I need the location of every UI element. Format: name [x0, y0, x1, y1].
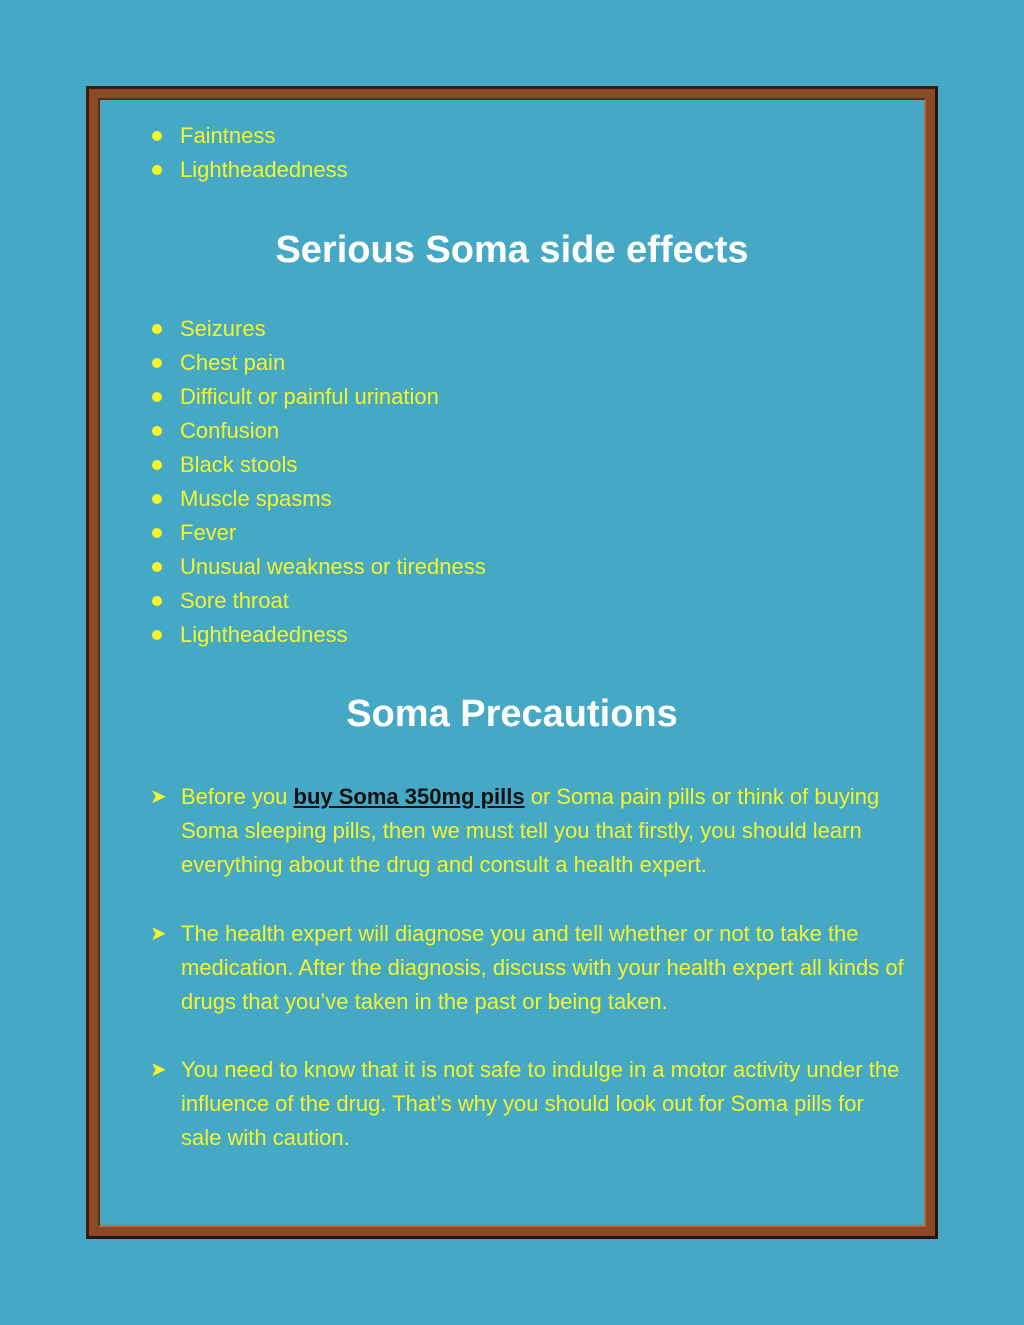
bullet-dot-icon — [152, 324, 162, 334]
precautions-heading: Soma Precautions — [346, 693, 678, 735]
list-item-label: Muscle spasms — [180, 486, 332, 511]
bullet-dot-icon — [152, 165, 162, 175]
list-item-label: Chest pain — [180, 350, 286, 375]
precaution-text-before: Before you — [181, 784, 294, 809]
bullet-dot-icon — [152, 562, 162, 572]
bullet-dot-icon — [152, 460, 162, 470]
bullet-dot-icon — [152, 392, 162, 402]
list-item — [150, 448, 486, 482]
list-item — [150, 550, 486, 584]
precaution-text-body: You need to know that it is not safe to indulge in a motor activity under the influence of the drug. That’s why you should look out for Soma pills for sale with caution. — [181, 1057, 900, 1150]
serious-side-effects-list — [150, 312, 486, 652]
precaution-text — [150, 780, 910, 882]
arrow-bullet-icon: ➤ — [150, 923, 167, 945]
list-item — [150, 153, 348, 187]
list-item — [150, 119, 348, 153]
bullet-dot-icon — [152, 131, 162, 141]
list-item-label: Seizures — [180, 316, 266, 341]
list-item-label: Fever — [180, 520, 237, 545]
arrow-bullet-icon: ➤ — [150, 786, 167, 808]
bullet-dot-icon — [152, 630, 162, 640]
precaution-item-3 — [150, 1053, 910, 1155]
list-item — [150, 380, 486, 414]
precaution-item-2 — [150, 917, 910, 1019]
precaution-text — [150, 1053, 910, 1155]
bullet-dot-icon — [152, 426, 162, 436]
bullet-dot-icon — [152, 358, 162, 368]
list-item — [150, 482, 486, 516]
serious-side-effects-heading: Serious Soma side effects — [275, 229, 749, 271]
list-item — [150, 516, 486, 550]
list-item-label: Difficult or painful urination — [180, 384, 439, 409]
list-item — [150, 312, 486, 346]
precaution-text-body: The health expert will diagnose you and tell whether or not to take the medication. After the diagnosis, discuss with your health expert all kinds of drugs that you’ve taken in the past or being taken. — [181, 921, 904, 1014]
bullet-dot-icon — [152, 596, 162, 606]
list-item-label: Confusion — [180, 418, 280, 443]
buy-soma-link[interactable]: buy Soma 350mg pills — [293, 784, 525, 809]
list-item-label: Lightheadedness — [180, 622, 348, 647]
precaution-item-1 — [150, 780, 910, 882]
bullet-dot-icon — [152, 528, 162, 538]
precaution-text — [150, 917, 910, 1019]
list-item — [150, 584, 486, 618]
list-item — [150, 346, 486, 380]
list-item-label: Faintness — [180, 123, 276, 148]
list-item — [150, 414, 486, 448]
precaution-text-after: or Soma pain pills or think of buying Soma sleeping pills, then we must tell you that firstly, you should learn everything about the drug and consult a health expert. — [181, 784, 880, 877]
arrow-bullet-icon: ➤ — [150, 1059, 167, 1081]
list-item-label: Black stools — [180, 452, 298, 477]
top-side-effects-list — [150, 119, 348, 187]
list-item-label: Sore throat — [180, 588, 289, 613]
bullet-dot-icon — [152, 494, 162, 504]
list-item — [150, 618, 486, 652]
list-item-label: Lightheadedness — [180, 157, 348, 182]
list-item-label: Unusual weakness or tiredness — [180, 554, 486, 579]
